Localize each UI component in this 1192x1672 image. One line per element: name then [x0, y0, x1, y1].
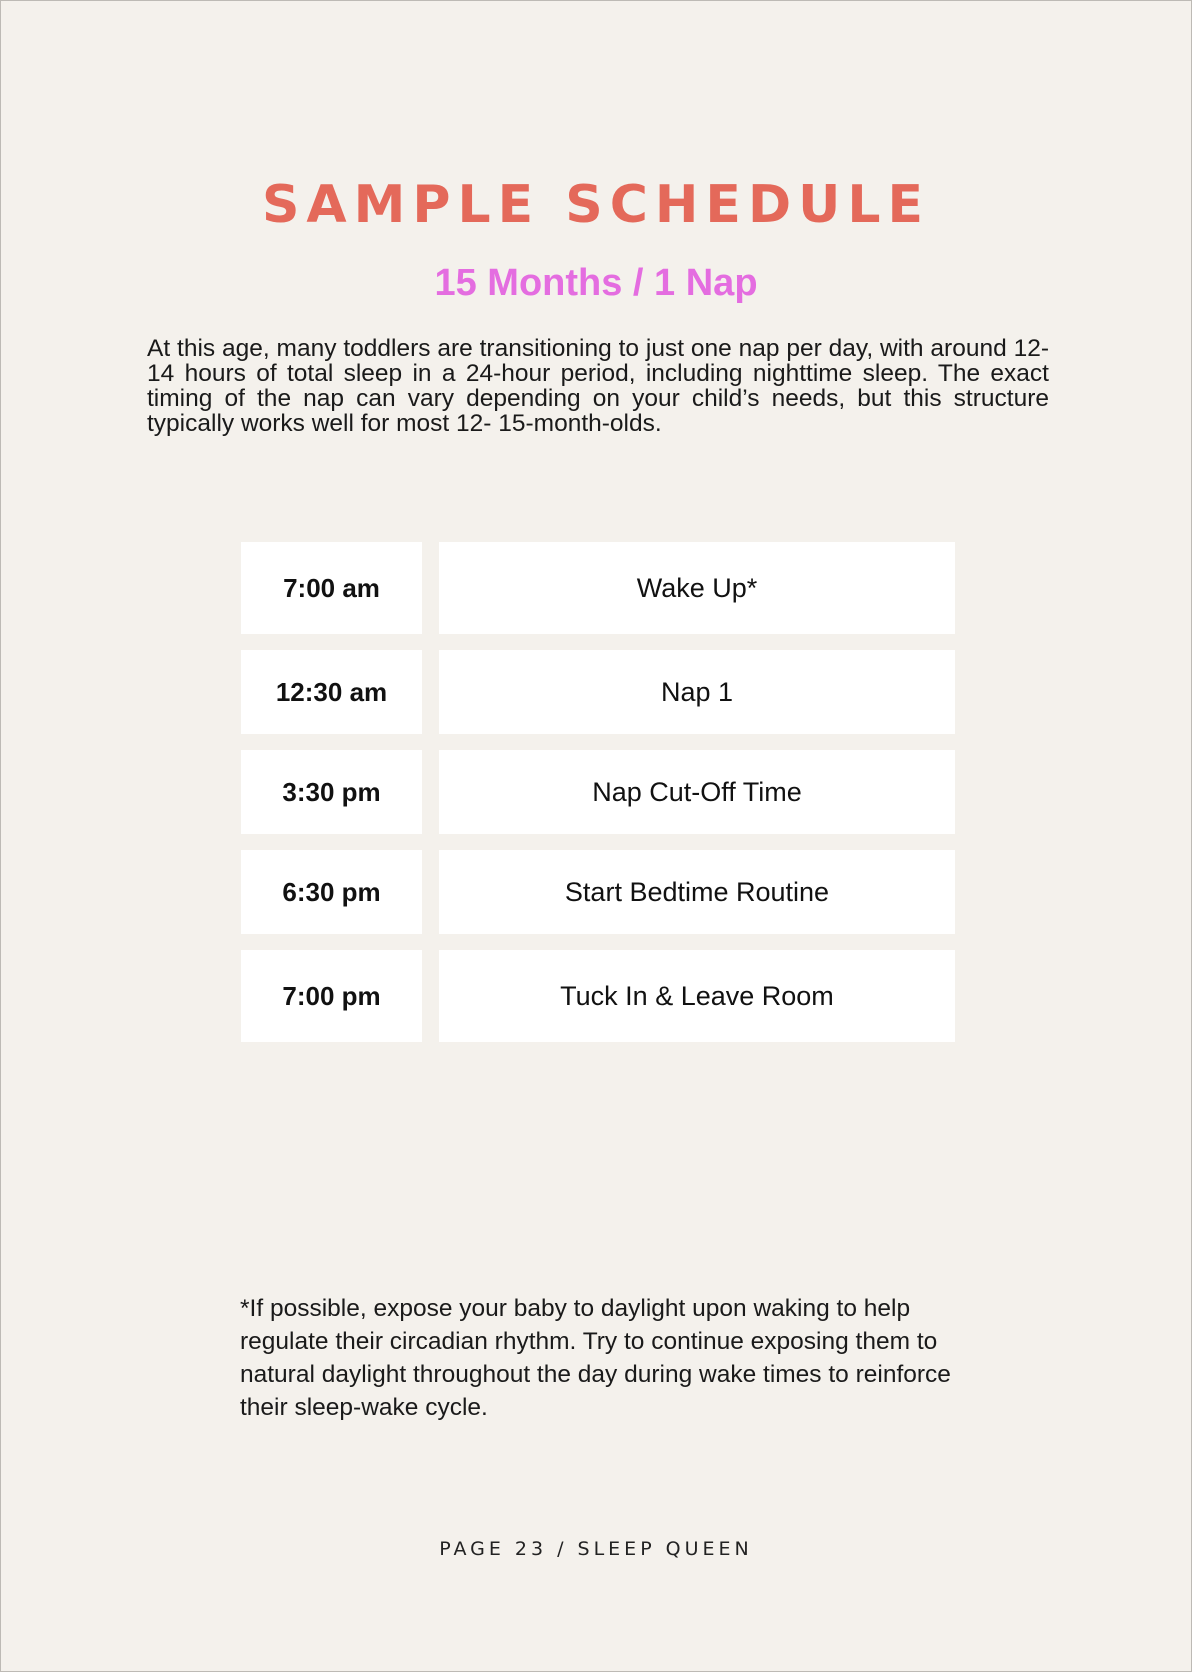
schedule-row: [241, 950, 956, 1042]
schedule-activity: Start Bedtime Routine: [439, 850, 955, 934]
schedule-table: [241, 542, 956, 1058]
schedule-time: 7:00 am: [241, 542, 422, 634]
schedule-time: 6:30 pm: [241, 850, 422, 934]
schedule-time: 7:00 pm: [241, 950, 422, 1042]
schedule-row: [241, 650, 956, 734]
page-footer: PAGE 23 / SLEEP QUEEN: [439, 1538, 753, 1560]
schedule-time: 3:30 pm: [241, 750, 422, 834]
intro-paragraph: At this age, many toddlers are transitioning to just one nap per day, with around 12-14 hours of total sleep in a 24-hour period, including nighttime sleep. The exact timing of the nap can vary depending on your child’s needs, but this structure typically works well for most 12- 15-month-olds.: [147, 335, 1049, 437]
schedule-activity: Tuck In & Leave Room: [439, 950, 955, 1042]
schedule-row: [241, 850, 956, 934]
schedule-activity: Wake Up*: [439, 542, 955, 634]
page-subtitle: 15 Months / 1 Nap: [434, 262, 758, 304]
schedule-row: [241, 750, 956, 834]
page-title: SAMPLE SCHEDULE: [261, 175, 930, 235]
schedule-activity: Nap Cut-Off Time: [439, 750, 955, 834]
schedule-row: [241, 542, 956, 634]
footnote: *If possible, expose your baby to daylight upon waking to help regulate their circadian rhythm. Try to continue exposing them to natural daylight throughout the day during wake times to reinforce their sleep-wake cycle.: [240, 1295, 951, 1421]
schedule-time: 12:30 am: [241, 650, 422, 734]
schedule-activity: Nap 1: [439, 650, 955, 734]
